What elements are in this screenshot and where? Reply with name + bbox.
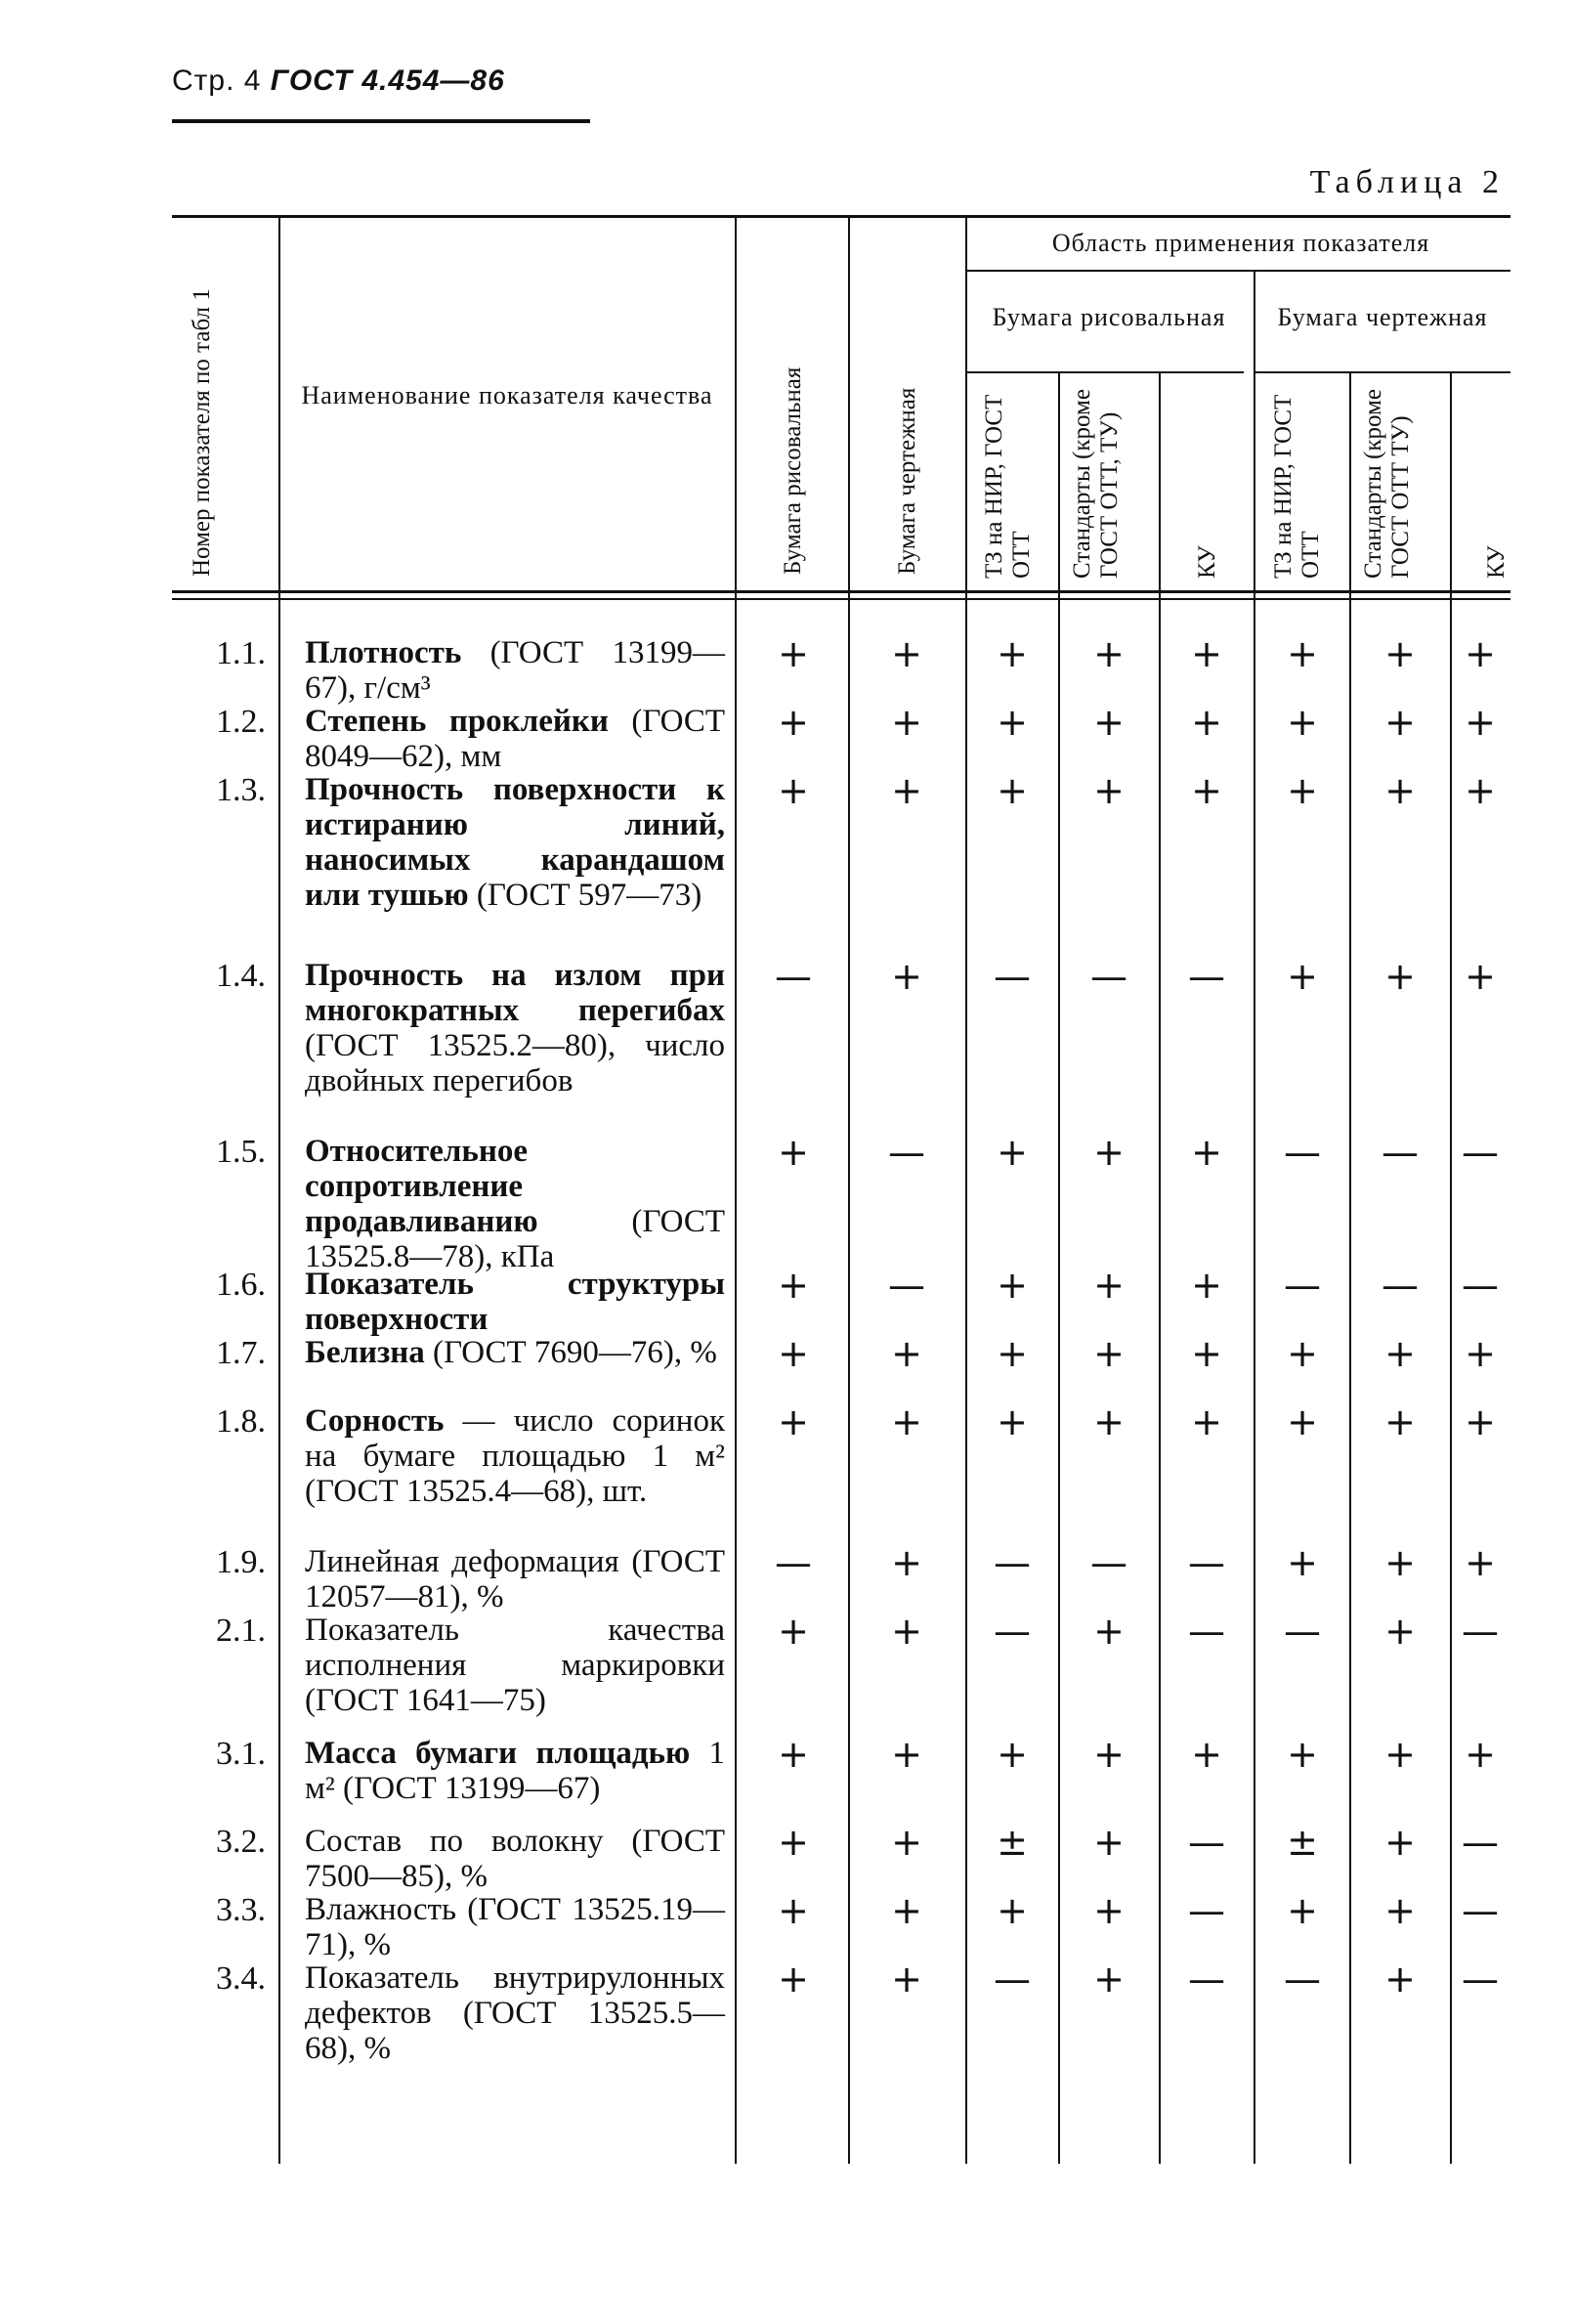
row-mark: + xyxy=(778,1332,809,1375)
row-mark: + xyxy=(1093,1821,1125,1864)
row-mark: + xyxy=(1287,1541,1318,1584)
row-mark: — xyxy=(1462,1610,1499,1653)
row-name xyxy=(305,1267,725,1337)
row-mark: + xyxy=(1093,1958,1125,2001)
header-std-technical: Стандарты (кроме ГОСТ ОТТ ТУ) xyxy=(1360,389,1414,579)
row-name xyxy=(305,772,725,913)
row-mark: + xyxy=(1287,1400,1318,1443)
row-mark: — xyxy=(994,1541,1031,1584)
row-name-text: (ГОСТ 7690—76), % xyxy=(424,1335,717,1370)
row-number: 1.7. xyxy=(216,1335,266,1371)
row-mark: + xyxy=(891,1400,922,1443)
row-mark: + xyxy=(891,1332,922,1375)
rule-group-technical xyxy=(1255,371,1510,373)
rule-group-drawing xyxy=(967,371,1244,373)
header-ku-drawing: КУ xyxy=(1194,545,1220,579)
row-name xyxy=(305,1335,725,1370)
row-mark: — xyxy=(1188,1610,1225,1653)
header-group-technical: Бумага чертежная xyxy=(1277,303,1488,331)
row-mark: + xyxy=(891,1733,922,1776)
header-paper-drawing: Бумага рисовальная xyxy=(780,366,806,575)
row-name-text: Показатель внутрирулонных дефектов (ГОСТ 13525.5—68), % xyxy=(305,1960,725,2066)
col-sep-3 xyxy=(848,217,850,2164)
row-mark: + xyxy=(778,1733,809,1776)
row-mark: + xyxy=(997,1400,1028,1443)
row-mark: + xyxy=(1191,1264,1222,1307)
row-mark: + xyxy=(997,1889,1028,1932)
header-number: Номер показателя по табл 1 xyxy=(189,288,215,577)
row-mark: — xyxy=(1462,1821,1499,1864)
row-name-text: (ГОСТ 13199—67), г/см³ xyxy=(305,635,725,706)
row-mark: + xyxy=(1465,632,1496,675)
row-number: 1.9. xyxy=(216,1544,266,1580)
row-mark: + xyxy=(778,1400,809,1443)
row-mark: + xyxy=(1191,1733,1222,1776)
header-tz-drawing: ТЗ на НИР, ГОСТ ОТТ xyxy=(981,394,1035,579)
row-mark: + xyxy=(1287,632,1318,675)
row-mark: + xyxy=(997,1131,1028,1174)
row-mark: — xyxy=(1188,1541,1225,1584)
row-name xyxy=(305,1960,725,2066)
table-caption: Таблица 2 xyxy=(1309,164,1505,200)
row-mark: — xyxy=(1382,1131,1419,1174)
rule-top xyxy=(172,215,1510,218)
row-name-text: (ГОСТ 13525.2—80), число двойных перегибов xyxy=(305,1028,725,1098)
row-mark: + xyxy=(1093,1889,1125,1932)
row-name xyxy=(305,1134,725,1274)
row-name xyxy=(305,1824,725,1894)
row-name xyxy=(305,1613,725,1718)
row-mark: + xyxy=(1465,1541,1496,1584)
row-mark: + xyxy=(1093,1332,1125,1375)
row-mark: + xyxy=(1191,701,1222,744)
row-mark: — xyxy=(1462,1264,1499,1307)
col-sep-7 xyxy=(1254,272,1255,2164)
rule-head-2 xyxy=(172,598,1510,600)
row-mark: — xyxy=(1188,1889,1225,1932)
row-mark: — xyxy=(1284,1958,1321,2001)
row-mark: + xyxy=(778,1821,809,1864)
rule-head-1 xyxy=(172,590,1510,593)
row-mark: + xyxy=(1191,769,1222,812)
row-number: 3.3. xyxy=(216,1892,266,1928)
row-mark: + xyxy=(778,769,809,812)
row-mark: — xyxy=(994,955,1031,998)
col-sep-5 xyxy=(1058,373,1060,2164)
row-mark: — xyxy=(994,1610,1031,1653)
row-mark: + xyxy=(1384,1733,1416,1776)
row-number: 1.6. xyxy=(216,1267,266,1303)
row-mark: — xyxy=(1462,1131,1499,1174)
row-mark: + xyxy=(1287,1889,1318,1932)
row-mark: + xyxy=(1384,1541,1416,1584)
row-mark: + xyxy=(1093,1610,1125,1653)
row-mark: + xyxy=(1384,1400,1416,1443)
row-name-bold: Масса бумаги площадью xyxy=(305,1736,691,1771)
row-mark: + xyxy=(1093,1733,1125,1776)
header-scope: Область применения показателя xyxy=(1051,229,1430,257)
row-mark: ± xyxy=(997,1821,1028,1864)
row-mark: + xyxy=(1191,632,1222,675)
row-mark: + xyxy=(1384,1958,1416,2001)
row-mark: + xyxy=(1287,769,1318,812)
row-number: 1.3. xyxy=(216,772,266,808)
row-name xyxy=(305,704,725,774)
row-mark: — xyxy=(1284,1264,1321,1307)
row-mark: + xyxy=(1465,1733,1496,1776)
running-head-rule xyxy=(172,119,590,123)
row-name-bold: Относительное сопротивление продавливанию xyxy=(305,1134,538,1239)
row-number: 3.2. xyxy=(216,1824,266,1860)
row-mark: + xyxy=(1384,701,1416,744)
row-mark: + xyxy=(1287,1733,1318,1776)
row-mark: + xyxy=(891,769,922,812)
row-number: 3.4. xyxy=(216,1960,266,1997)
row-mark: + xyxy=(891,1821,922,1864)
row-mark: + xyxy=(1384,955,1416,998)
row-name-bold: Сорность xyxy=(305,1403,445,1439)
row-mark: — xyxy=(775,955,812,998)
row-mark: + xyxy=(891,955,922,998)
row-mark: — xyxy=(1090,955,1127,998)
row-mark: + xyxy=(1287,955,1318,998)
row-mark: + xyxy=(1384,1821,1416,1864)
row-name xyxy=(305,1736,725,1806)
row-mark: + xyxy=(1093,1264,1125,1307)
row-mark: + xyxy=(1384,1610,1416,1653)
row-name-bold: Показатель структуры поверхности xyxy=(305,1267,725,1337)
row-mark: — xyxy=(1188,1958,1225,2001)
row-mark: + xyxy=(891,632,922,675)
row-mark: + xyxy=(778,632,809,675)
row-name-text: — число соринок на бумаге площадью 1 м² (ГОСТ 13525.4—68), шт. xyxy=(305,1403,725,1509)
row-number: 3.1. xyxy=(216,1736,266,1772)
row-mark: — xyxy=(888,1264,925,1307)
row-mark: — xyxy=(1284,1610,1321,1653)
row-name-text: 1 м² (ГОСТ 13199—67) xyxy=(305,1736,725,1806)
row-name-bold: Прочность поверхности к истиранию линий, наносимых карандашом или тушью xyxy=(305,772,725,913)
row-name-text: (ГОСТ 8049—62), мм xyxy=(305,704,725,774)
row-mark: + xyxy=(778,1610,809,1653)
row-mark: + xyxy=(891,1889,922,1932)
row-name xyxy=(305,1892,725,1962)
row-mark: — xyxy=(994,1958,1031,2001)
row-name-bold: Плотность xyxy=(305,635,462,670)
row-mark: + xyxy=(1465,1332,1496,1375)
col-sep-4 xyxy=(965,217,967,2164)
row-name-text: Линейная деформация (ГОСТ 12057—81), % xyxy=(305,1544,725,1614)
row-mark: + xyxy=(1093,1131,1125,1174)
row-name-text: (ГОСТ 13525.8—78), кПа xyxy=(305,1204,725,1274)
rule-scope xyxy=(967,270,1510,272)
row-name-text: (ГОСТ 597—73) xyxy=(468,878,702,913)
row-mark: + xyxy=(1093,769,1125,812)
row-mark: + xyxy=(1465,1400,1496,1443)
row-mark: — xyxy=(1462,1889,1499,1932)
row-mark: + xyxy=(997,1332,1028,1375)
row-mark: + xyxy=(1191,1131,1222,1174)
row-mark: + xyxy=(778,701,809,744)
row-mark: + xyxy=(997,632,1028,675)
row-mark: + xyxy=(778,1958,809,2001)
row-mark: + xyxy=(1384,632,1416,675)
col-sep-6 xyxy=(1159,373,1161,2164)
header-tz-technical: ТЗ на НИР, ГОСТ ОТТ xyxy=(1270,394,1324,579)
row-mark: — xyxy=(1188,955,1225,998)
row-name xyxy=(305,958,725,1098)
row-number: 1.2. xyxy=(216,704,266,740)
row-number: 1.8. xyxy=(216,1403,266,1440)
row-name-bold: Прочность на излом при многократных перегибах xyxy=(305,958,725,1028)
row-name-text: Показатель качества исполнения маркировки (ГОСТ 1641—75) xyxy=(305,1613,725,1718)
row-mark: + xyxy=(891,1958,922,2001)
header-std-drawing: Стандарты (кроме ГОСТ ОТТ, ТУ) xyxy=(1069,389,1123,579)
row-mark: ± xyxy=(1287,1821,1318,1864)
row-mark: + xyxy=(1093,701,1125,744)
row-mark: — xyxy=(1284,1131,1321,1174)
row-name-bold: Белизна xyxy=(305,1335,425,1370)
row-mark: + xyxy=(1465,955,1496,998)
row-mark: + xyxy=(891,1610,922,1653)
running-head xyxy=(172,65,505,98)
row-mark: + xyxy=(1287,1332,1318,1375)
row-number: 1.5. xyxy=(216,1134,266,1170)
row-mark: — xyxy=(888,1131,925,1174)
row-mark: + xyxy=(1191,1400,1222,1443)
row-name-bold: Степень проклейки xyxy=(305,704,609,739)
row-mark: + xyxy=(997,701,1028,744)
row-mark: — xyxy=(1188,1821,1225,1864)
row-mark: + xyxy=(997,1264,1028,1307)
row-mark: + xyxy=(1191,1332,1222,1375)
row-mark: + xyxy=(1384,1332,1416,1375)
row-name xyxy=(305,635,725,706)
header-group-drawing: Бумага рисовальная xyxy=(992,303,1226,331)
row-name xyxy=(305,1403,725,1509)
header-paper-technical: Бумага чертежная xyxy=(894,387,920,575)
col-sep-2 xyxy=(735,217,737,2164)
row-number: 1.1. xyxy=(216,635,266,671)
header-ku-technical: КУ xyxy=(1483,545,1509,579)
standard-code: ГОСТ 4.454—86 xyxy=(270,65,505,97)
row-mark: + xyxy=(778,1131,809,1174)
row-number: 1.4. xyxy=(216,958,266,994)
row-mark: — xyxy=(1090,1541,1127,1584)
row-mark: + xyxy=(778,1264,809,1307)
row-mark: + xyxy=(1384,769,1416,812)
row-mark: + xyxy=(778,1889,809,1932)
row-mark: + xyxy=(1093,632,1125,675)
row-number: 2.1. xyxy=(216,1613,266,1649)
row-mark: + xyxy=(1093,1400,1125,1443)
row-mark: + xyxy=(997,769,1028,812)
row-mark: — xyxy=(1382,1264,1419,1307)
row-mark: — xyxy=(775,1541,812,1584)
header-name: Наименование показателя качества xyxy=(301,381,713,409)
row-name xyxy=(305,1544,725,1614)
row-mark: — xyxy=(1462,1958,1499,2001)
row-name-text: Влажность (ГОСТ 13525.19—71), % xyxy=(305,1892,725,1962)
row-mark: + xyxy=(891,701,922,744)
col-sep-1 xyxy=(278,217,280,2164)
row-mark: + xyxy=(997,1733,1028,1776)
col-sep-8 xyxy=(1349,373,1351,2164)
row-mark: + xyxy=(1384,1889,1416,1932)
page-number: Стр. 4 xyxy=(172,65,262,97)
row-mark: + xyxy=(891,1541,922,1584)
row-name-text: Состав по волокну (ГОСТ 7500—85), % xyxy=(305,1824,725,1894)
row-mark: + xyxy=(1465,701,1496,744)
row-mark: + xyxy=(1287,701,1318,744)
row-mark: + xyxy=(1465,769,1496,812)
